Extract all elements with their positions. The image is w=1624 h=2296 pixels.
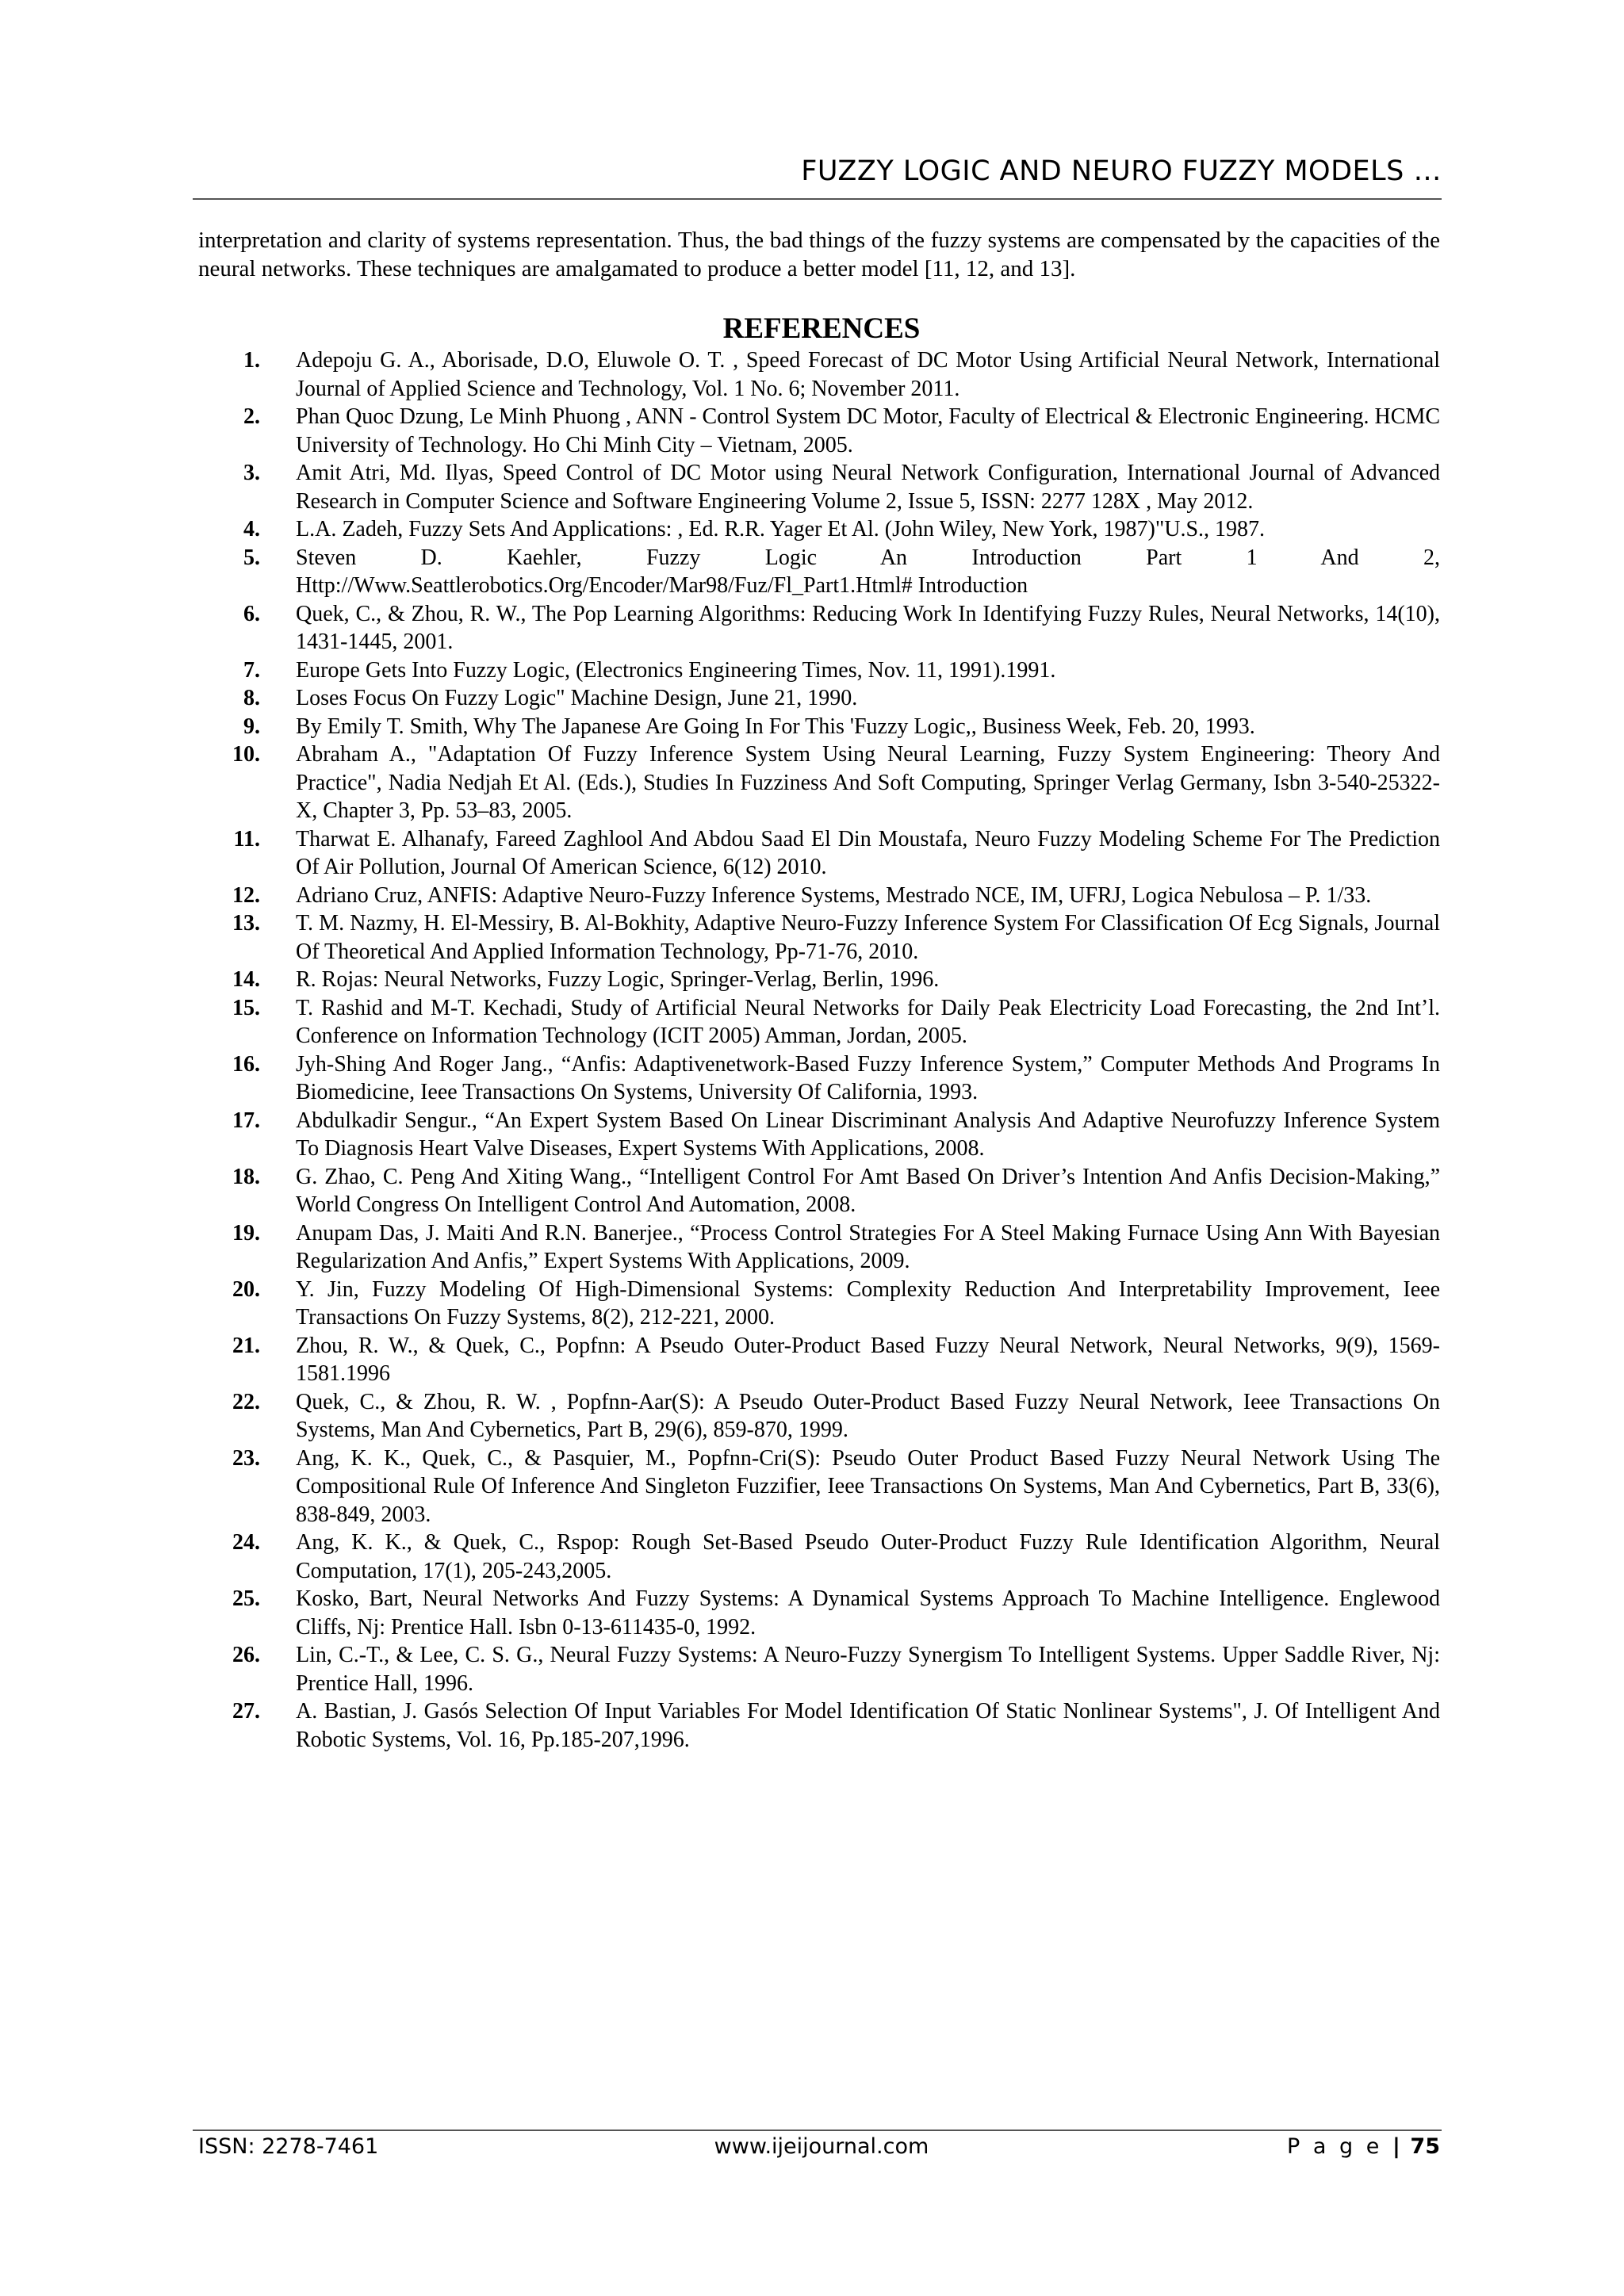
reference-item bbox=[198, 1388, 1440, 1445]
reference-number: 8. bbox=[243, 686, 260, 710]
reference-item bbox=[198, 346, 1440, 403]
reference-item bbox=[198, 600, 1440, 656]
reference-text: Quek, C., & Zhou, R. W., The Pop Learning Algorithms: Reducing Work In Identifying Fuzzy Rules, Neural Networks, 14(10), 1431-1445, 2001. bbox=[296, 601, 1440, 654]
reference-number: 17. bbox=[232, 1108, 260, 1133]
reference-text: By Emily T. Smith, Why The Japanese Are Going In For This 'Fuzzy Logic,, Business Week, Feb. 20, 1993. bbox=[296, 714, 1255, 739]
reference-item bbox=[198, 740, 1440, 825]
footer-page-number bbox=[1287, 2134, 1440, 2159]
reference-item bbox=[198, 684, 1440, 713]
reference-number: 1. bbox=[243, 348, 260, 373]
reference-text: T. Rashid and M-T. Kechadi, Study of Artificial Neural Networks for Daily Peak Electricity Load Forecasting, the 2nd Int’l. Conference on Information Technology (ICIT 2005) Amman, Jordan, 2005. bbox=[296, 995, 1440, 1048]
reference-text: Jyh-Shing And Roger Jang., “Anfis: Adaptivenetwork-Based Fuzzy Inference System,” Computer Methods And Programs In Biomedicine, Ieee Transactions On Systems, University Of California, 1993. bbox=[296, 1051, 1440, 1104]
reference-item bbox=[198, 1163, 1440, 1219]
reference-item bbox=[198, 1219, 1440, 1276]
reference-number: 13. bbox=[232, 911, 260, 936]
reference-number: 15. bbox=[232, 995, 260, 1020]
reference-item bbox=[198, 713, 1440, 741]
reference-item bbox=[198, 1585, 1440, 1641]
reference-number: 22. bbox=[232, 1389, 260, 1414]
reference-list bbox=[198, 346, 1440, 1754]
reference-text: Tharwat E. Alhanafy, Fareed Zaghlool And Abdou Saad El Din Moustafa, Neuro Fuzzy Modeling Scheme For The Prediction Of Air Pollution, Journal Of American Science, 6(12) 2010. bbox=[296, 826, 1440, 879]
reference-text: Abraham A., "Adaptation Of Fuzzy Inference System Using Neural Learning, Fuzzy System Engineering: Theory And Practice", Nadia Nedjah Et Al. (Eds.), Studies In Fuzziness And Soft Computing, Springer Verlag Germany, Isbn 3-540-25322-X, Chapter 3, Pp. 53–83, 2005. bbox=[296, 742, 1440, 823]
reference-number: 16. bbox=[232, 1051, 260, 1077]
reference-text: Amit Atri, Md. Ilyas, Speed Control of DC Motor using Neural Network Configuration, International Journal of Advanced Research in Computer Science and Software Engineering Volume 2, Issue 5, ISSN: 2277 128X , May 2012. bbox=[296, 461, 1440, 514]
reference-number: 6. bbox=[243, 601, 260, 626]
reference-item bbox=[198, 1276, 1440, 1332]
footer-page-value: 75 bbox=[1410, 2134, 1440, 2159]
reference-number: 9. bbox=[243, 714, 260, 739]
reference-text: Phan Quoc Dzung, Le Minh Phuong , ANN - Control System DC Motor, Faculty of Electrical & Electronic Engineering. HCMC University of Technology. Ho Chi Minh City – Vietnam, 2005. bbox=[296, 404, 1441, 457]
reference-text: G. Zhao, C. Peng And Xiting Wang., “Intelligent Control For Amt Based On Driver’s Intention And Anfis Decision-Making,” World Congress On Intelligent Control And Automation, 2008. bbox=[296, 1164, 1440, 1217]
reference-number: 10. bbox=[232, 742, 260, 767]
reference-number: 21. bbox=[232, 1333, 260, 1358]
reference-item bbox=[198, 882, 1440, 910]
reference-item bbox=[198, 544, 1440, 600]
footer-page-label: P a g e bbox=[1287, 2134, 1383, 2159]
reference-text: A. Bastian, J. Gasós Selection Of Input Variables For Model Identification Of Static Nonlinear Systems", J. Of Intelligent And Robotic Systems, Vol. 16, Pp.185-207,1996. bbox=[296, 1699, 1440, 1752]
reference-item bbox=[198, 1050, 1440, 1107]
reference-number: 11. bbox=[233, 826, 260, 851]
reference-text: R. Rojas: Neural Networks, Fuzzy Logic, Springer-Verlag, Berlin, 1996. bbox=[296, 967, 940, 992]
reference-text: Y. Jin, Fuzzy Modeling Of High-Dimensional Systems: Complexity Reduction And Interpretability Improvement, Ieee Transactions On Fuzzy Systems, 8(2), 212-221, 2000. bbox=[296, 1276, 1440, 1330]
reference-number: 26. bbox=[232, 1643, 260, 1667]
body-paragraph: interpretation and clarity of systems representation. Thus, the bad things of the fuzzy systems are compensated by the capacities of the neural networks. These techniques are amalgamated to produce a better model [11, 12, and 13]. bbox=[198, 228, 1440, 281]
reference-text: L.A. Zadeh, Fuzzy Sets And Applications: , Ed. R.R. Yager Et Al. (John Wiley, New York, 1987)"U.S., 1987. bbox=[296, 517, 1266, 541]
reference-item bbox=[198, 1641, 1440, 1697]
reference-item bbox=[198, 1697, 1440, 1754]
reference-text: Europe Gets Into Fuzzy Logic, (Electronics Engineering Times, Nov. 11, 1991).1991. bbox=[296, 657, 1056, 683]
reference-text: Kosko, Bart, Neural Networks And Fuzzy Systems: A Dynamical Systems Approach To Machine Intelligence. Englewood Cliffs, Nj: Prentice Hall. Isbn 0-13-611435-0, 1992. bbox=[296, 1586, 1440, 1640]
references-heading: REFERENCES bbox=[722, 312, 921, 345]
reference-item bbox=[198, 825, 1440, 882]
reference-text: Lin, C.-T., & Lee, C. S. G., Neural Fuzzy Systems: A Neuro-Fuzzy Synergism To Intelligent Systems. Upper Saddle River, Nj: Prentice Hall, 1996. bbox=[296, 1643, 1440, 1696]
reference-text: Quek, C., & Zhou, R. W. , Popfnn-Aar(S): A Pseudo Outer-Product Based Fuzzy Neural Network, Ieee Transactions On Systems, Man And Cybernetics, Part B, 29(6), 859-870, 1999. bbox=[296, 1389, 1440, 1442]
reference-item bbox=[198, 403, 1440, 459]
reference-text: Adepoju G. A., Aborisade, D.O, Eluwole O. T. , Speed Forecast of DC Motor Using Artificial Neural Network, International Journal of Applied Science and Technology, Vol. 1 No. 6; November 2011. bbox=[296, 348, 1440, 401]
reference-text: Zhou, R. W., & Quek, C., Popfnn: A Pseudo Outer-Product Based Fuzzy Neural Network, Neural Networks, 9(9), 1569-1581.1996 bbox=[296, 1333, 1440, 1386]
reference-number: 3. bbox=[243, 461, 260, 485]
reference-number: 14. bbox=[232, 967, 260, 992]
reference-text: Abdulkadir Sengur., “An Expert System Based On Linear Discriminant Analysis And Adaptive Neurofuzzy Inference System To Diagnosis Heart Valve Diseases, Expert Systems With Applications, 2008. bbox=[296, 1108, 1440, 1161]
reference-number: 5. bbox=[243, 545, 260, 570]
reference-number: 23. bbox=[232, 1445, 260, 1471]
footer-issn: ISSN: 2278-7461 bbox=[198, 2134, 379, 2159]
reference-item bbox=[198, 656, 1440, 685]
reference-text: Ang, K. K., Quek, C., & Pasquier, M., Popfnn-Cri(S): Pseudo Outer Product Based Fuzzy Neural Network Using The Compositional Rule Of Inference And Singleton Fuzzifier, Ieee Transactions On Systems, Man And Cybernetics, Part B, 33(6), 838-849, 2003. bbox=[296, 1445, 1440, 1527]
running-header-title: FUZZY LOGIC AND NEURO FUZZY MODELS … bbox=[801, 155, 1442, 187]
reference-number: 2. bbox=[243, 404, 260, 429]
reference-item bbox=[198, 1529, 1440, 1585]
header-rule bbox=[193, 198, 1442, 200]
reference-text: Anupam Das, J. Maiti And R.N. Banerjee., “Process Control Strategies For A Steel Making Furnace Using Ann With Bayesian Regularization And Anfis,” Expert Systems With Applications, 2009. bbox=[296, 1220, 1440, 1273]
reference-item bbox=[198, 1445, 1440, 1529]
reference-text: Ang, K. K., & Quek, C., Rspop: Rough Set-Based Pseudo Outer-Product Fuzzy Rule Identification Algorithm, Neural Computation, 17(1), 205-243,2005. bbox=[296, 1530, 1440, 1583]
footer-website: www.ijeijournal.com bbox=[714, 2134, 929, 2159]
footer-rule bbox=[193, 2130, 1442, 2131]
reference-item bbox=[198, 909, 1440, 966]
reference-text: T. M. Nazmy, H. El-Messiry, B. Al-Bokhity, Adaptive Neuro-Fuzzy Inference System For Classification Of Ecg Signals, Journal Of Theoretical And Applied Information Technology, Pp-71-76, 2010. bbox=[296, 911, 1440, 964]
reference-item bbox=[198, 459, 1440, 515]
reference-item bbox=[198, 515, 1440, 544]
reference-number: 12. bbox=[232, 882, 260, 908]
reference-text: Loses Focus On Fuzzy Logic" Machine Design, June 21, 1990. bbox=[296, 686, 858, 710]
reference-number: 27. bbox=[232, 1699, 260, 1724]
reference-text: Adriano Cruz, ANFIS: Adaptive Neuro-Fuzzy Inference Systems, Mestrado NCE, IM, UFRJ, Logica Nebulosa – P. 1/33. bbox=[296, 882, 1372, 908]
reference-item bbox=[198, 994, 1440, 1050]
reference-number: 19. bbox=[232, 1220, 260, 1246]
reference-text: Steven D. Kaehler, Fuzzy Logic An Introduction Part 1 And 2, Http://Www.Seattlerobotics.Org/Encoder/Mar98/Fuz/Fl_Part1.Html# Introduction bbox=[296, 545, 1440, 598]
reference-item bbox=[198, 966, 1440, 994]
footer-separator: | bbox=[1392, 2134, 1400, 2159]
reference-number: 18. bbox=[232, 1164, 260, 1189]
reference-number: 4. bbox=[243, 517, 260, 541]
reference-number: 25. bbox=[232, 1586, 260, 1611]
reference-item bbox=[198, 1107, 1440, 1163]
reference-number: 20. bbox=[232, 1276, 260, 1302]
reference-number: 7. bbox=[243, 657, 260, 683]
reference-number: 24. bbox=[232, 1530, 260, 1555]
reference-item bbox=[198, 1332, 1440, 1388]
